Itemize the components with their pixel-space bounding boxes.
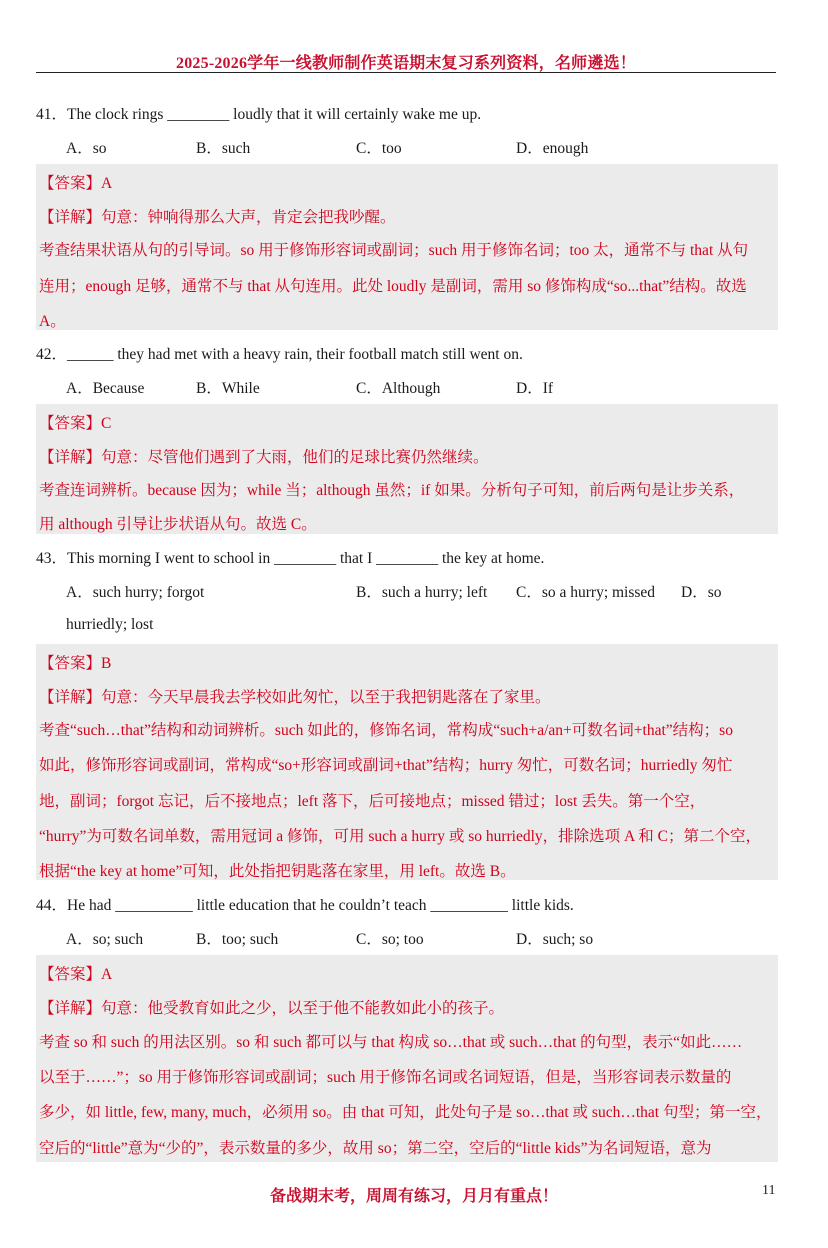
q41-detail-line-3: A。 [39,313,66,330]
q43-detail-line-0 [39,685,551,707]
header-divider [36,72,776,73]
q43-detail-line-2: 如此，修饰形容词或副词，常构成“so+形容词或副词+that”结构；hurry 匆忙，可数名词；hurriedly 匆忙 [39,757,733,774]
detail-tag: 【详解】 [39,209,102,226]
q43-detail-line-1: 考查“such…that”结构和动词辨析。such 如此的，修饰名词，常构成“such+a/an+可数名词+that”结构；so [39,722,733,739]
q41-answer-line [39,171,112,193]
q41-detail-line-2: 连用；enough 足够，通常不与 that 从句连用。此处 loudly 是副词，需用 so 修饰构成“so...that”结构。故选 [39,278,747,295]
q43-answer-block [36,644,778,880]
q42-detail-line-2: 用 although 引导让步状语从句。故选 C。 [39,516,317,533]
detail-text: 句意：他受教育如此之少，以至于他不能教如此小的孩子。 [101,1000,505,1017]
q43-answer-line [39,651,111,673]
question-41-stem: 41．The clock rings ________ loudly that it will certainly wake me up. [36,106,482,123]
q44-answer-line [39,962,112,984]
answer-tag: 【答案】 [39,415,102,432]
q43-option-b: B．such a hurry; left [356,584,488,601]
q44-option-c: C．so; too [356,931,424,948]
q44-option-b: B．too; such [196,931,279,948]
q42-detail-line-0 [39,445,489,467]
q41-detail-line-1: 考查结果状语从句的引导词。so 用于修饰形容词或副词；such 用于修饰名词；too 太，通常不与 that 从句 [39,242,749,259]
q43-detail-line-4: “hurry”为可数名词单数，需用冠词 a 修饰，可用 such a hurry 或 so hurriedly，排除选项 A 和 C；第二个空， [39,828,761,845]
answer-value: A [101,175,113,192]
answer-value: A [101,966,113,983]
q44-detail-line-4: 空后的“little”意为“少的”，表示数量的多少，故用 so；第二空，空后的“little kids”为名词短语，意为 [39,1140,712,1157]
q43-detail-line-5: 根据“the key at home”可知，此处指把钥匙落在家里，用 left。故选 B。 [39,863,516,880]
q43-option-d-continued: hurriedly; lost [66,616,154,633]
page-header-title: 2025-2026学年一线教师制作英语期末复习系列资料，名师遴选！ [176,55,636,72]
q43-detail-line-3: 地，副词；forgot 忘记，后不接地点；left 落下，后可接地点；missed 错过；lost 丢失。第一个空， [39,793,706,810]
q41-detail-line-0 [39,205,396,227]
q42-option-b: B．While [196,380,260,397]
detail-text: 句意：尽管他们遇到了大雨，他们的足球比赛仍然继续。 [101,449,489,466]
q41-option-b: B．such [196,140,251,157]
q43-option-d: D．so [681,584,722,601]
q42-option-d: D．If [516,380,554,397]
q43-option-a: A．such hurry; forgot [66,584,205,601]
q41-option-a: A．so [66,140,107,157]
answer-value: C [101,415,112,432]
answer-tag: 【答案】 [39,175,102,192]
detail-tag: 【详解】 [39,449,102,466]
q44-detail-line-1: 考查 so 和 such 的用法区别。so 和 such 都可以与 that 构成 so…that 或 such…that 的句型，表示“如此…… [39,1034,743,1051]
q44-detail-line-3: 多少，如 little, few, many, much，必须用 so。由 that 可知，此处句子是 so…that 或 such…that 句型；第一空， [39,1104,772,1121]
answer-value: B [101,655,112,672]
answer-tag: 【答案】 [39,655,102,672]
q44-detail-line-0 [39,996,504,1018]
detail-tag: 【详解】 [39,1000,102,1017]
q44-answer-block [36,955,778,1162]
q41-answer-block [36,164,778,330]
page-footer-slogan: 备战期末考，周周有练习，月月有重点！ [269,1188,558,1205]
q44-detail-line-2: 以至于……”；so 用于修饰形容词或副词；such 用于修饰名词或名词短语，但是，当形容词表示数量的 [39,1069,732,1086]
q42-answer-line [39,411,111,433]
question-42-stem: 42．______ they had met with a heavy rain, their football match still went on. [36,346,523,363]
q41-option-d: D．enough [516,140,589,157]
detail-text: 句意：钟响得那么大声，肯定会把我吵醒。 [101,209,396,226]
question-43-stem: 43．This morning I went to school in ________ that I ________ the key at home. [36,550,545,567]
q44-option-d: D．such; so [516,931,594,948]
q42-answer-block [36,404,778,534]
q43-option-c: C．so a hurry; missed [516,584,656,601]
detail-tag: 【详解】 [39,689,102,706]
detail-text: 句意：今天早晨我去学校如此匆忙，以至于我把钥匙落在了家里。 [101,689,551,706]
page-number: 11 [762,1183,776,1198]
q42-option-a: A．Because [66,380,145,397]
question-44-stem: 44．He had __________ little education that he couldn’t teach __________ little kids. [36,897,574,914]
q42-detail-line-1: 考查连词辨析。because 因为；while 当；although 虽然；if 如果。分析句子可知，前后两句是让步关系， [39,482,745,499]
q42-option-c: C．Although [356,380,441,397]
answer-tag: 【答案】 [39,966,102,983]
q44-option-a: A．so; such [66,931,144,948]
q41-option-c: C．too [356,140,402,157]
